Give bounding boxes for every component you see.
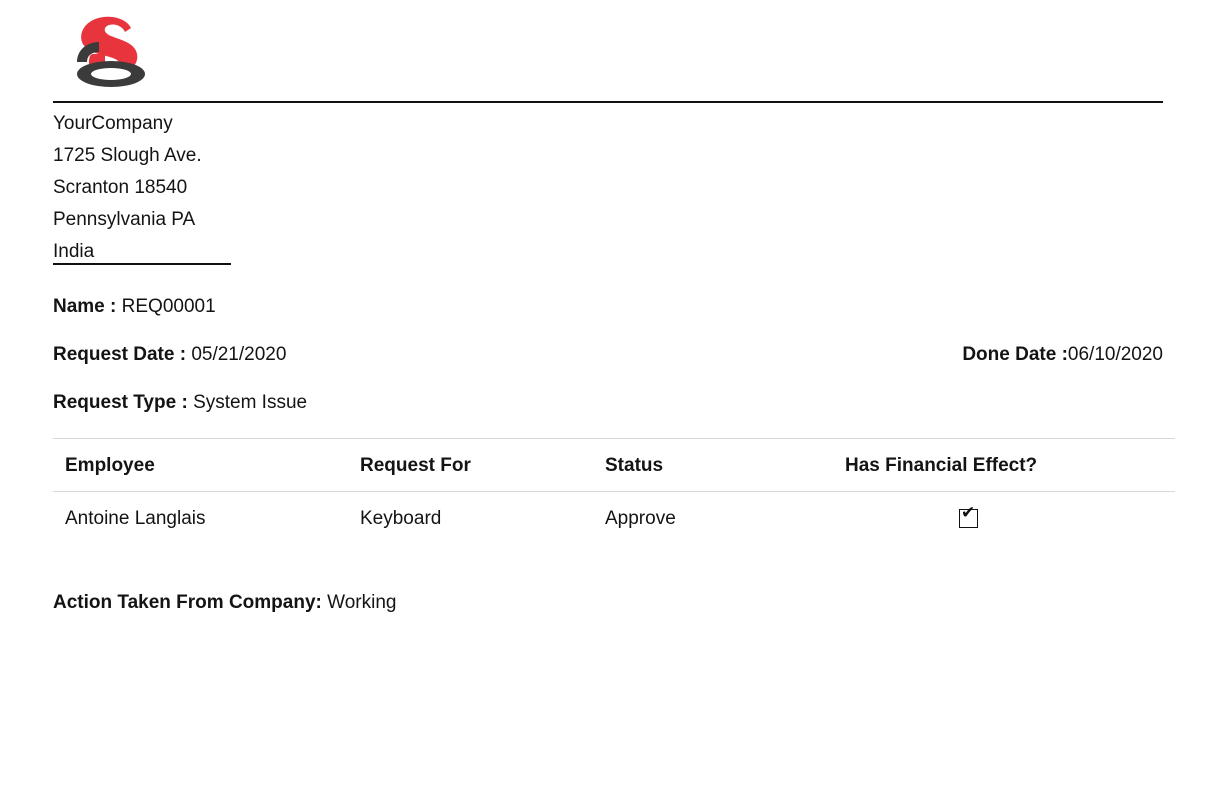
action-taken-note: [53, 592, 396, 614]
company-s-logo-icon: [53, 10, 173, 95]
name-value: REQ00001: [121, 296, 216, 317]
header-divider: [53, 101, 1163, 103]
done-date-value: 06/10/2020: [1067, 344, 1163, 365]
cell-employee: Antoine Langlais: [53, 492, 360, 547]
financial-effect-checkbox: [959, 503, 978, 528]
request-date-label: Request Date :: [53, 344, 187, 365]
check-icon: ✔: [961, 503, 976, 524]
request-type-label: Request Type :: [53, 392, 188, 413]
table-header: [53, 439, 1175, 492]
name-label: Name :: [53, 296, 117, 317]
request-table-wrapper: [53, 438, 1163, 547]
address-divider: [53, 263, 231, 265]
company-street: 1725 Slough Ave.: [53, 145, 202, 166]
action-taken-label: Action Taken From Company:: [53, 592, 322, 613]
done-date-group: [962, 344, 1163, 366]
company-city: Scranton 18540: [53, 177, 188, 198]
column-header-request-for: Request For: [360, 439, 605, 492]
column-header-has-financial-effect: Has Financial Effect?: [845, 439, 1175, 492]
company-name: YourCompany: [53, 113, 173, 134]
done-date-label: Done Date :: [962, 344, 1068, 365]
company-country: India: [53, 241, 95, 262]
company-state: Pennsylvania PA: [53, 209, 196, 230]
request-date-value: 05/21/2020: [191, 344, 287, 365]
cell-status: Approve: [605, 492, 845, 547]
table-row: [53, 492, 1175, 547]
company-logo: [53, 10, 173, 95]
table-body: [53, 492, 1175, 547]
column-header-status: Status: [605, 439, 845, 492]
request-type-value: System Issue: [193, 392, 308, 413]
meta-row-request-type: [53, 392, 1163, 440]
request-table: [53, 438, 1175, 547]
action-taken-value: Working: [327, 592, 397, 613]
table-header-row: [53, 439, 1175, 492]
column-header-employee: Employee: [53, 439, 360, 492]
cell-has-financial-effect: [845, 492, 1175, 547]
company-address-block: [53, 108, 453, 268]
meta-row-request-date: [53, 344, 1163, 392]
cell-request-for: Keyboard: [360, 492, 605, 547]
meta-row-name: [53, 296, 1163, 344]
request-meta: [53, 296, 1163, 440]
